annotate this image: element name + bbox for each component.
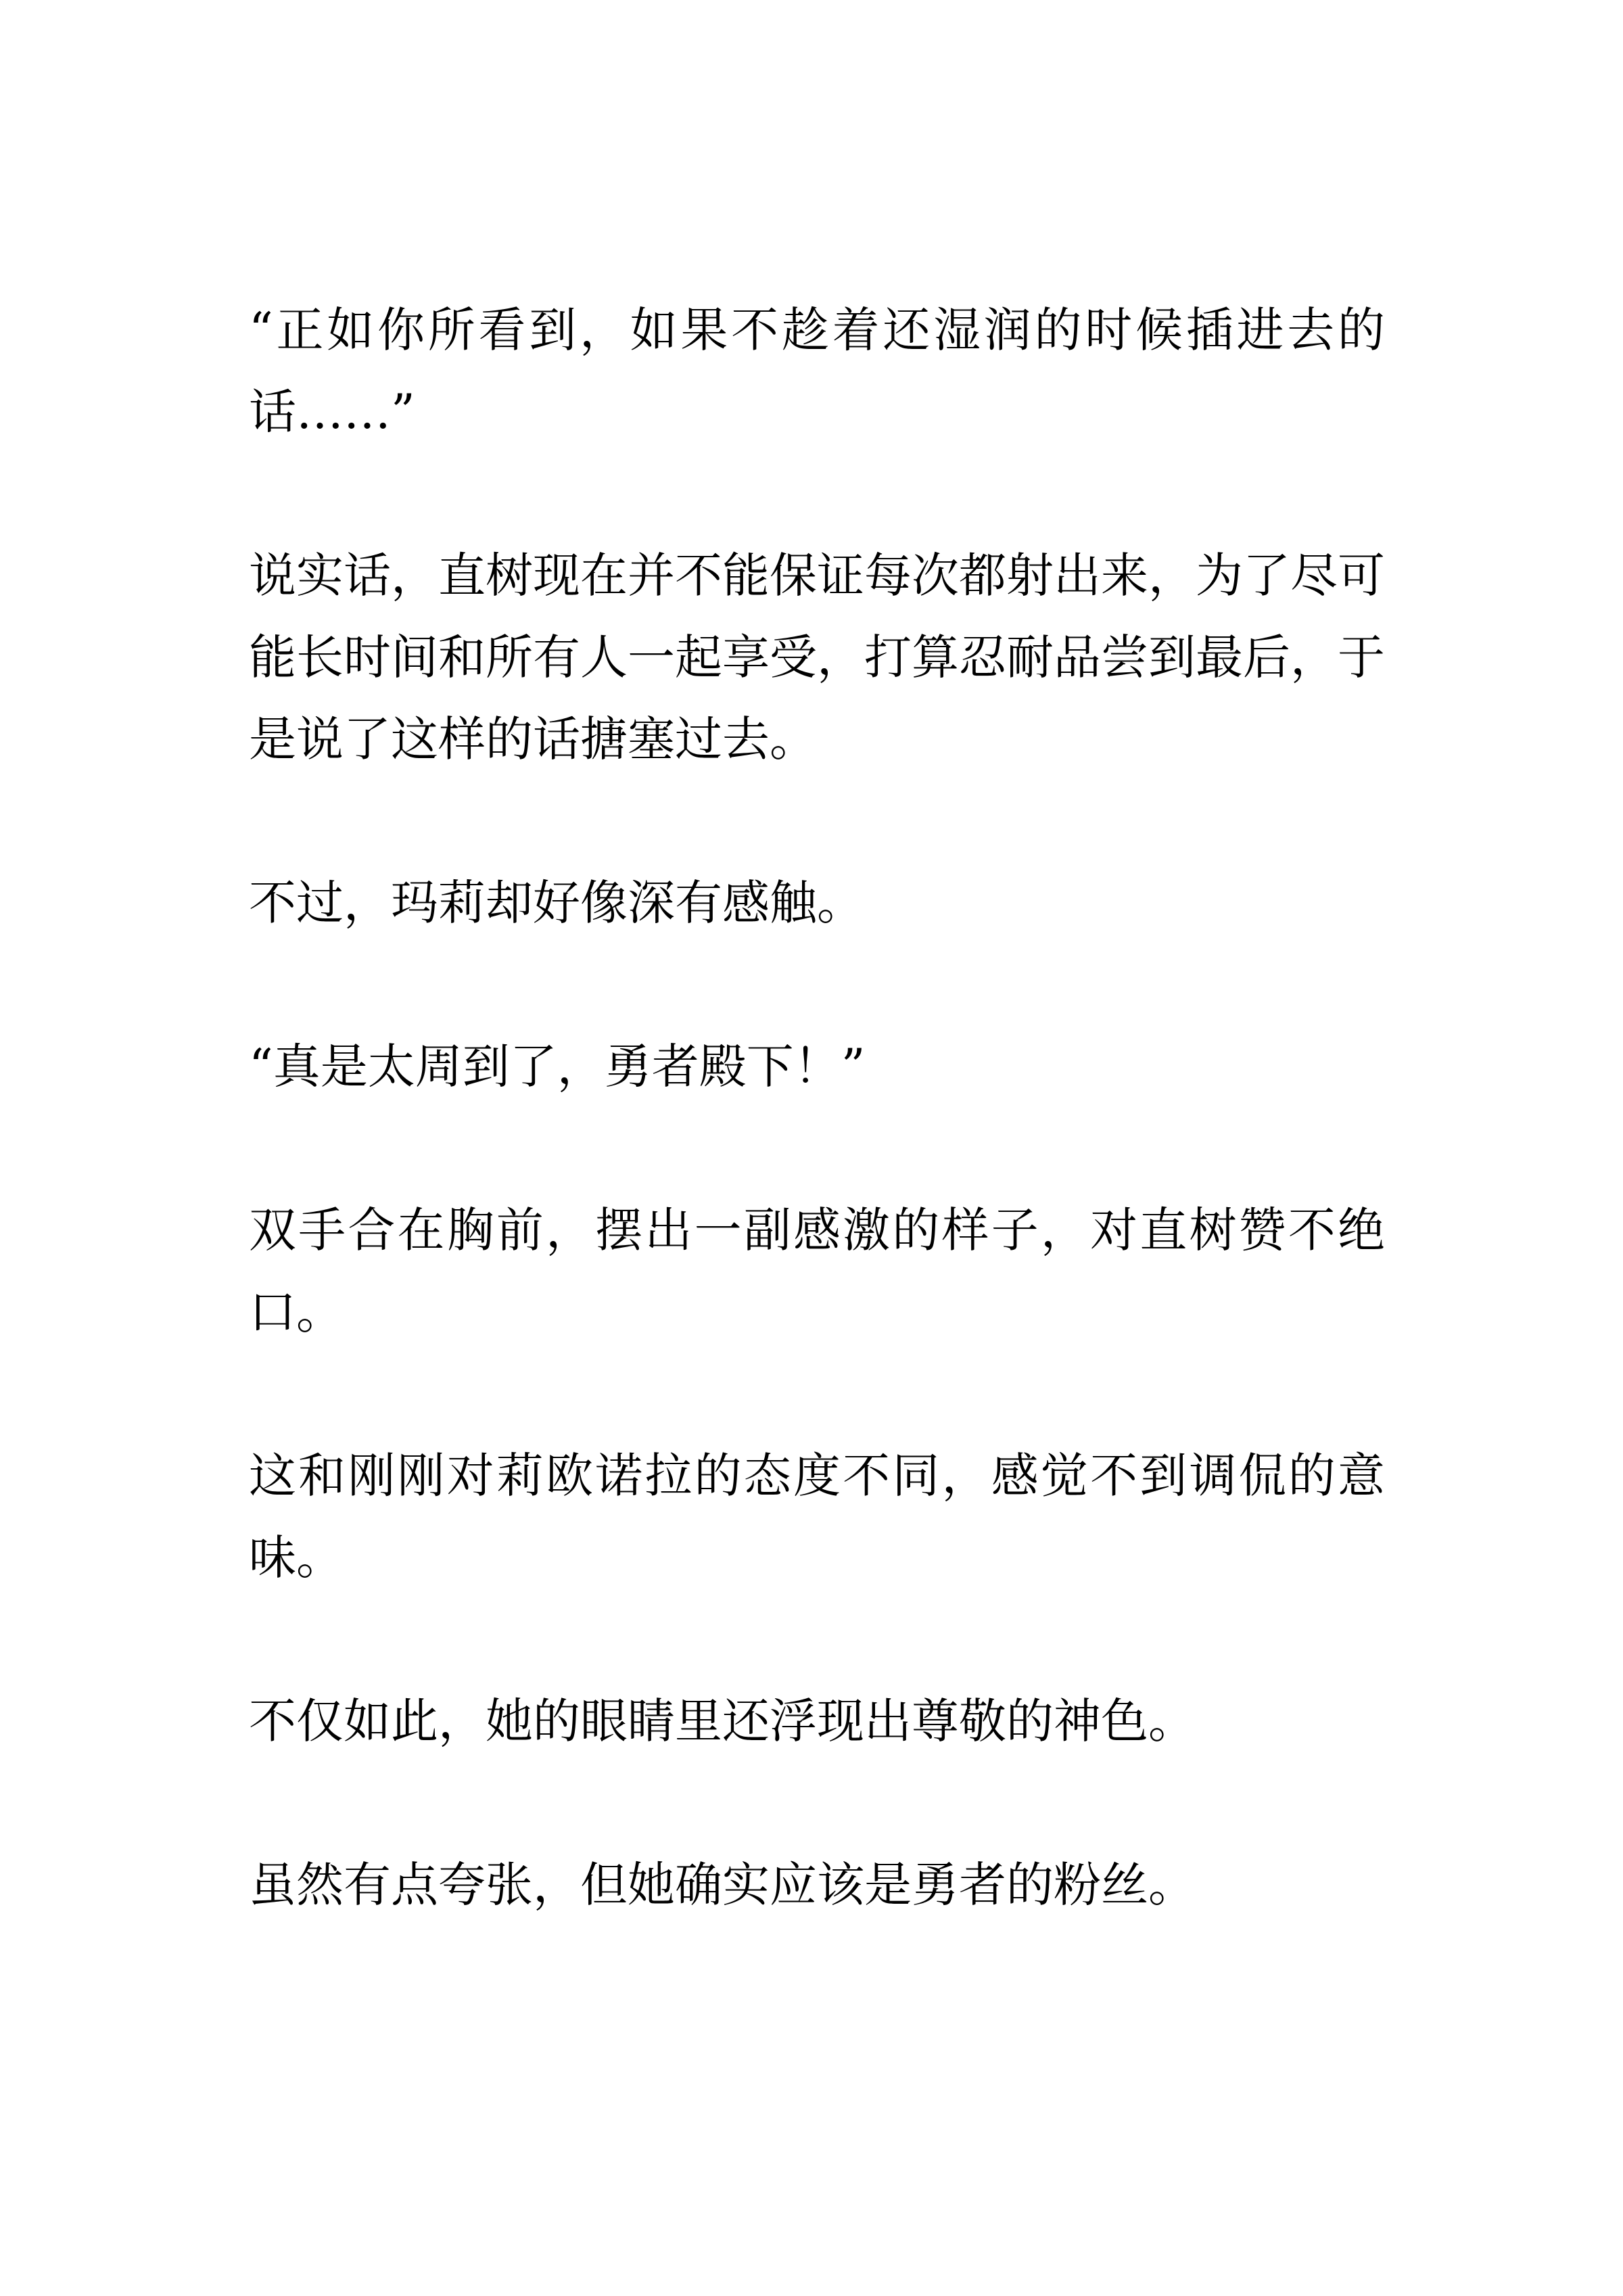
paragraph-7: 不仅如此，她的眼睛里还浮现出尊敬的神色。 (249, 1693, 1196, 1749)
paragraph-8: 虽然有点夸张，但她确实应该是勇者的粉丝。 (249, 1857, 1196, 1913)
paragraph-2: 说实话，直树现在并不能保证每次都射出来，为了尽可能长时间和所有人一起享受，打算忍耐品尝到最后，于是说了这样的话搪塞过去。 (249, 548, 1385, 767)
paragraph-4: “真是太周到了，勇者殿下！” (249, 1039, 866, 1094)
paragraph-5: 双手合在胸前，摆出一副感激的样子，对直树赞不绝口。 (249, 1202, 1385, 1340)
body-text (249, 289, 1385, 2008)
paragraph-1: “正如你所看到，如果不趁着还湿润的时候插进去的话……” (249, 302, 1385, 440)
paragraph-6: 这和刚刚对莉欧诺拉的态度不同，感觉不到调侃的意味。 (249, 1448, 1385, 1585)
paragraph-3: 不过，玛莉却好像深有感触。 (249, 875, 864, 931)
